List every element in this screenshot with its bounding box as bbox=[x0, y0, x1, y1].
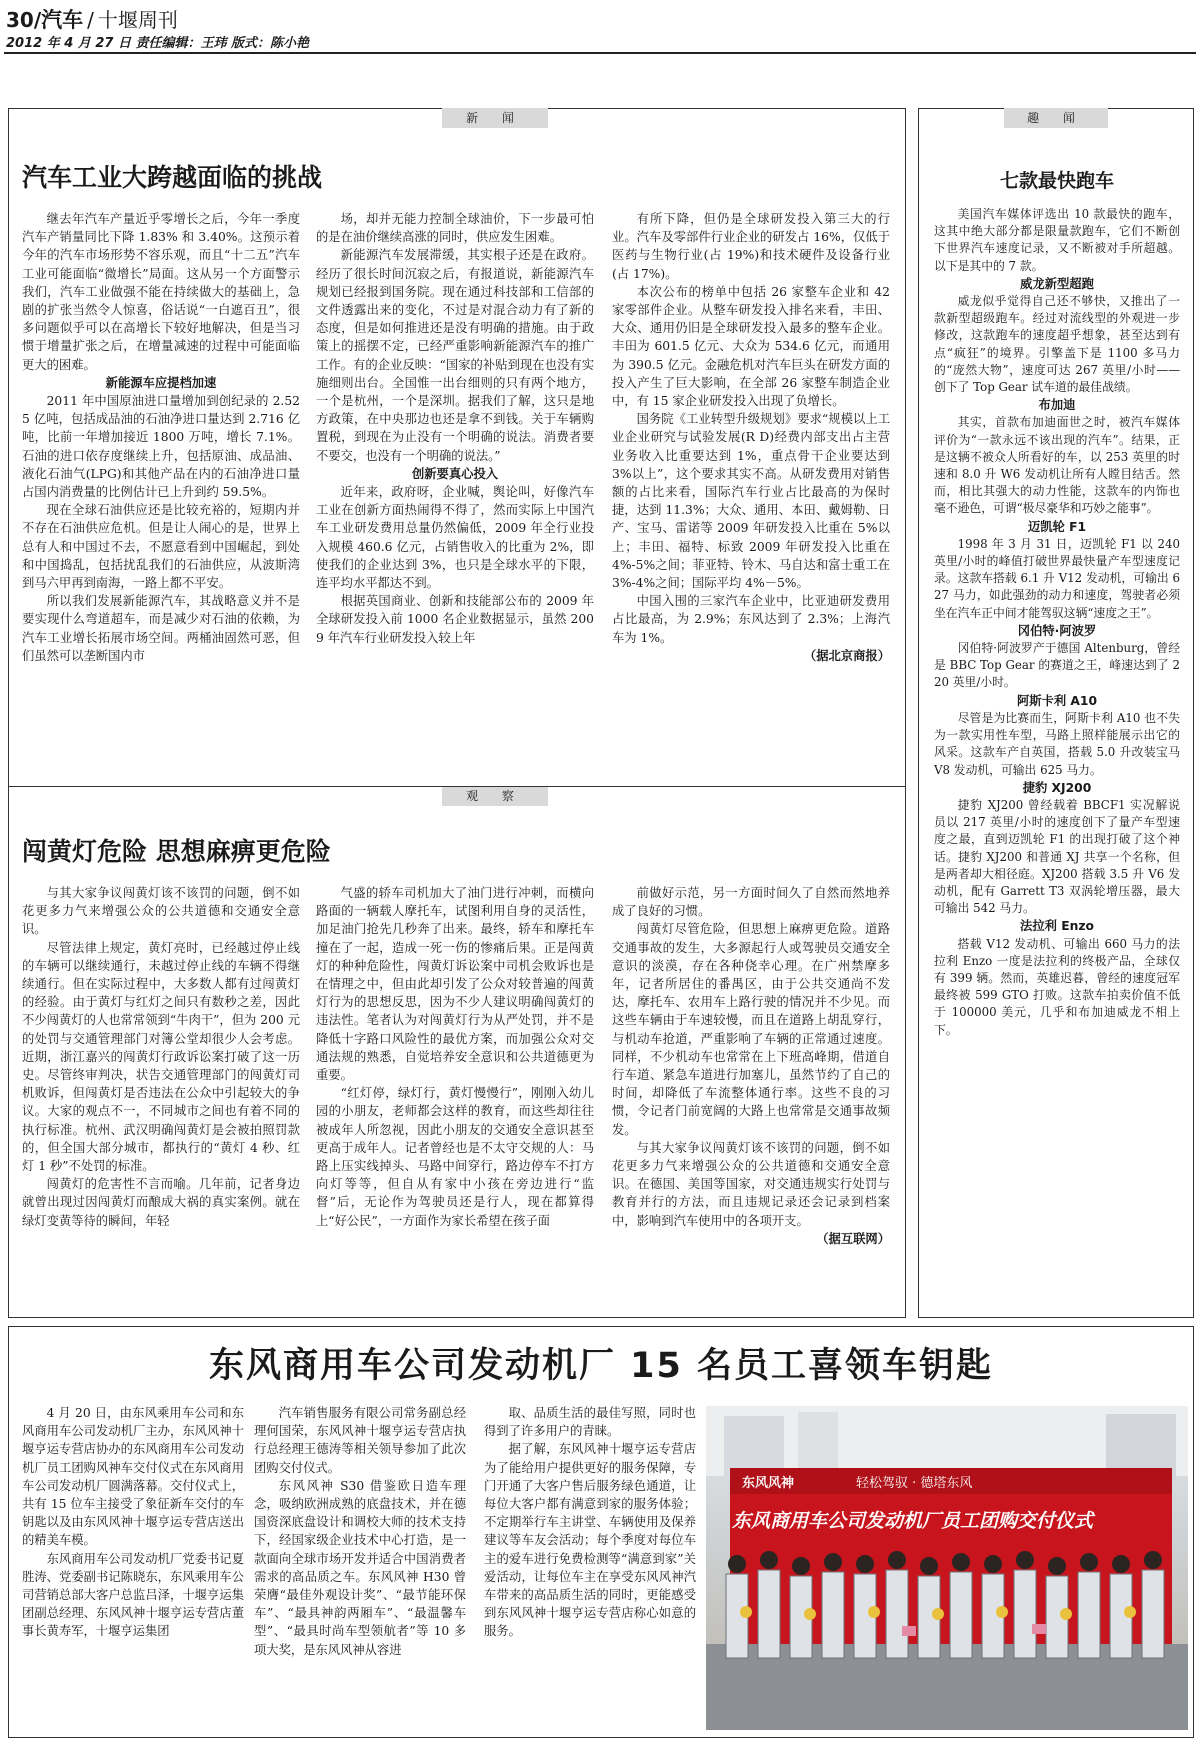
paragraph: 中国入围的三家汽车企业中，比亚迪研发费用占比最高，为 2.9%；东风达到了 2.3%；上海汽车为 1%。 bbox=[612, 594, 890, 645]
car-description: 冈伯特·阿波罗产于德国 Altenburg，曾经是 BBC Top Gear 的赛道之王，峰速达到了 220 英里/小时。 bbox=[934, 641, 1180, 690]
car-description: 其实，首款布加迪面世之时，被汽车媒体评价为“一款永远不该出现的汽车”。结果，正是这辆不被众人所看好的车，以 253 英里的时速和 8.0 升 W6 发动机让所有人瞠目结舌。然而，相比其强大的动力性能，这款车的内饰也毫不逊色，可谓“极尽豪华和巧妙之能事”。 bbox=[934, 415, 1180, 516]
car-name: 法拉利 Enzo bbox=[1020, 919, 1094, 934]
observation-tag: 观 察 bbox=[442, 786, 548, 806]
paragraph: 闯黄灯的危害性不言而喻。几年前，记者身边就曾出现过因闯黄灯而酿成大祸的真实案例。就在绿灯变黄等待的瞬间，年轻 bbox=[22, 1177, 300, 1228]
ad-column bbox=[22, 1404, 244, 1734]
paper-name: 十堰周刊 bbox=[97, 8, 178, 32]
paragraph: 与其大家争议闯黄灯该不该罚的问题，倒不如花更多力气来增强公众的公共道德和交通安全意识。 bbox=[22, 886, 300, 937]
page-header bbox=[6, 4, 178, 34]
car-name: 威龙新型超跑 bbox=[1020, 276, 1094, 291]
paragraph: 场，却并无能力控制全球油价，下一步最可怕的是在油价继续高涨的同时，供应发生困难。 bbox=[316, 212, 594, 245]
paragraph: 美国汽车媒体评选出 10 款最快的跑车，这其中绝大部分都是限量款跑车，它们不断创下世界汽车速度记录，又不断被对手所超越。以下是其中的 7 款。 bbox=[934, 207, 1180, 273]
subheading: 创新要真心投入 bbox=[411, 466, 499, 481]
paragraph: 尽管法律上规定，黄灯亮时，已经越过停止线的车辆可以继续通行，未越过停止线的车辆不得继续通行。但在实际过程中，大多数人都有过闯黄灯的经验。由于黄灯与红灯之间只有数秒之差，因此不少闯黄灯的人也常常领到“牛肉干”，但为 200 元的处罚与交通管理部门对簿公堂却很少人会考虑。近期，浙江嘉兴的闯黄灯行政诉讼案打破了这一历史。尽管终审判决，状告交通管理部门的闯黄灯司机败诉，但闯黄灯是否违法在公众中引起较大的争议。大家的观点不一，不同城市之间也有着不同的执行标准。杭州、武汉明确闯黄灯是会被拍照罚款的，但全国大部分城市，都执行的“黄灯 4 秒、红灯 1 秒”不处罚的标准。 bbox=[22, 940, 300, 1174]
section-name: 汽车 bbox=[41, 8, 84, 32]
photo-scene bbox=[706, 1406, 1188, 1730]
header-separator: / bbox=[87, 8, 94, 32]
section-divider bbox=[8, 786, 906, 787]
fun-tag: 趣 闻 bbox=[1004, 108, 1108, 128]
paragraph: 与其大家争议闯黄灯该不该罚的问题，倒不如花更多力气来增强公众的公共道德和交通安全意识。在德国、美国等国家，对交通违规实行处罚与教育并行的方法，而且违规记录还会记录到档案中，影响到汽车使用中的各项开支。 bbox=[612, 1140, 890, 1228]
car-name: 迈凯轮 F1 bbox=[1027, 519, 1087, 534]
paragraph: 根据英国商业、创新和技能部公布的 2009 年全球研发投入前 1000 名企业数据显示，虽然 2009 年汽车行业研发投入较上年 bbox=[316, 594, 594, 645]
car-name: 布加迪 bbox=[1038, 398, 1076, 413]
car-description: 1998 年 3 月 31 日，迈凯轮 F1 以 240 英里/小时的峰值打破世界最快量产车型速度记录。这款车搭载 6.1 升 V12 发动机，可输出 627 马力，如此强劲的动力和速度，驾驶者必须坐在汽车正中间才能驾驭这辆“速度之王”。 bbox=[934, 536, 1180, 620]
paragraph: “红灯停，绿灯行，黄灯慢慢行”，刚刚入幼儿园的小朋友，老师都会这样的教育，而这些却往往被成年人所忽视，因此小朋友的交通安全意识甚至更高于成年人。记者曾经也是不太守交规的人：马路上压实线掉头、马路中间穿行，路边停车不打方向灯等等，但自从有家中小孩在旁边进行“监督”后，无论作为驾驶员还是行人，现在都算得上“好公民”，一方面作为家长希望在孩子面 bbox=[316, 1086, 594, 1228]
car-description: 搭载 V12 发动机、可输出 660 马力的法拉利 Enzo 一度是法拉利的终极产品，全球仅有 399 辆。然而，英雄迟暮，曾经的速度冠军最终被 599 GTO 打败。这款车拍卖价值不低于 100000 美元，几乎和布加迪威龙不相上下。 bbox=[934, 936, 1180, 1037]
paragraph: 本次公布的榜单中包括 26 家整车企业和 42 家零部件企业。从整车研发投入排名来看，丰田、大众、通用仍旧是全球研发投入最多的整车企业。丰田为 601.5 亿元、大众为 534.6 亿元，而通用为 390.5 亿元。金融危机对汽车巨头在研发方面的投入产生了巨大影响，在全部 26 家整车制造企业中，有 15 家企业研发投入出现了负增长。 bbox=[612, 284, 890, 409]
paragraph: 近年来，政府呀，企业喊，舆论叫，好像汽车工业在创新方面热闹得不得了，然而实际上中国汽车工业研发费用总量仍然偏低，2009 年全行业投入规模 460.6 亿元，占销售收入的比重为 2%，即使我们的企业达到 3%，也只是全球水平的下限，连平均水平都达不到。 bbox=[316, 485, 594, 591]
paragraph: 闯黄灯尽管危险，但思想上麻痹更危险。道路交通事故的发生，大多源起行人或驾驶员交通安全意识的淡漠，存在各种侥幸心理。在广州禁摩多年，记者所居住的番禺区，由于公共交通尚不发达，摩托车、农用车上路行驶的情况并不少见。而这些车辆由于车速较慢，而且在道路上胡乱穿行，与机动车抢道，严重影响了车辆的正常通过速度。同样，不少机动车也常常在上下班高峰期，借道自行车道、紧急车道进行加塞儿，虽然节约了自己的时间，却降低了车流整体通行率。这些不良的习惯，令记者门前宽阔的大路上也常常是交通事故频发。 bbox=[612, 922, 890, 1137]
paragraph: 取、品质生活的最佳写照，同时也得到了许多用户的青睐。 bbox=[484, 1406, 696, 1439]
article-column bbox=[22, 210, 300, 752]
banner-headline: 东风商用车公司发动机厂员工团购交付仪式 bbox=[732, 1510, 1094, 1532]
car-name: 阿斯卡利 A10 bbox=[1016, 693, 1098, 708]
source-credit: （据互联网） bbox=[816, 1231, 890, 1246]
ad-column bbox=[254, 1404, 466, 1734]
paragraph: 据了解，东风风神十堰亨运专营店为了能给用户提供更好的服务保障，专门开通了大客户售后服务绿色通道，让每位大客户都有满意到家的服务体验；不定期举行车主讲堂、车辆使用及保养建议等车友会活动；每个季度对每位车主的爱车进行免费检测等“满意到家”关爱活动，让每位车主在享受东风风神汽车带来的高品质生活的同时，更能感受到东风风神十堰亨运专营店称心如意的服务。 bbox=[484, 1442, 696, 1639]
paragraph: 继去年汽车产量近乎零增长之后，今年一季度汽车产销量同比下降 1.83% 和 3.40%。这预示着今年的汽车市场形势不容乐观，而且“十二五”汽车工业可能面临“微增长”局面。这从另一个方面警示我们，汽车工业做强不能在持续做大的基础上，急剧的扩张当然令人惊喜，俗话说“一白遮百丑”，很多问题似乎可以在高增长下较好地解决，但是当习惯于增量扩张之后，在增量减速的过程中可能面临更大的困难。 bbox=[22, 212, 300, 372]
page-number: 30/ bbox=[6, 8, 42, 32]
article-title: 闯黄灯危险 思想麻痹更危险 bbox=[22, 837, 331, 866]
ceremony-photo bbox=[706, 1406, 1188, 1730]
news-tag: 新 闻 bbox=[442, 108, 548, 128]
dateline: 2012 年 4 月 27 日 责任编辑：王玮 版式：陈小艳 bbox=[6, 36, 309, 51]
paragraph: 现在全球石油供应还是比较充裕的，短期内并不存在石油供应危机。但是让人闹心的是，世界上总有人和中国过不去，不愿意看到中国崛起，到处和中国捣乱，包括扰乱我们的石油供应，从波斯湾到马六甲再到南海，一路上都不平安。 bbox=[22, 503, 300, 591]
paragraph: 2011 年中国原油进口量增加到创纪录的 2.525 亿吨，包括成品油的石油净进口量达到 2.716 亿吨，比前一年增加接近 1800 万吨，增长 7.1%。石油的进口依存度继续上升，包括原油、成品油、液化石油气(LPG)和其他产品在内的石油净进口量占国内消费量的比例估计已上升到约 59.5%。 bbox=[22, 394, 300, 500]
article-column bbox=[612, 884, 890, 1294]
banner-logo: 东风风神 bbox=[742, 1476, 795, 1491]
paragraph: 东风商用车公司发动机厂党委书记夏胜涛、党委副书记陈晓东，东风乘用车公司营销总部大客户总监吕泽，十堰亨运集团副总经理、东风风神十堰亨运专营店董事长黄寿军，十堰亨运集团 bbox=[22, 1551, 244, 1639]
article-column bbox=[612, 210, 890, 752]
article-column bbox=[22, 884, 300, 1294]
paragraph: 汽车销售服务有限公司常务副总经理何国荣，东风风神十堰亨运专营店执行总经理王德涛等相关领导参加了此次团购交付仪式。 bbox=[254, 1406, 466, 1475]
paragraph: 国务院《工业转型升级规划》要求“规模以上工业企业研究与试验发展(R D)经费内部支出占主营业务收入比重要达到 1%，重点骨干企业要达到 3%以上”，这个要求其实不高。从研发费用对销售额的占比来看，国际汽车行业占比最高的为保时捷，达到 11.3%；大众、通用、本田、戴姆勒、日产、宝马、雷诺等 2009 年研发投入比重在 5%以上；丰田、福特、标致 2009 年研发投入比重在 4%-5%之间；菲亚特、铃木、马自达和富士重工在 3%-4%之间；国际平均 4%－5%。 bbox=[612, 412, 890, 591]
article-title: 汽车工业大跨越面临的挑战 bbox=[22, 163, 323, 192]
article-column bbox=[316, 884, 594, 1294]
ad-column bbox=[484, 1404, 696, 1734]
ad-title: 东风商用车公司发动机厂 15 名员工喜领车钥匙 bbox=[208, 1346, 994, 1386]
paragraph: 有所下降，但仍是全球研发投入第三大的行业。汽车及零部件行业企业的研发占 16%，仅低于医药与生物行业(占 19%)和技术硬件及设备行业(占 17%)。 bbox=[612, 212, 890, 281]
source-credit: （据北京商报） bbox=[803, 648, 890, 663]
car-name: 冈伯特·阿波罗 bbox=[1017, 623, 1097, 638]
sidebar-title: 七款最快跑车 bbox=[999, 170, 1114, 192]
header-rule bbox=[4, 52, 1196, 54]
banner-slogan: 轻松驾驭 · 德塔东风 bbox=[856, 1476, 973, 1491]
car-description: 威龙似乎觉得自己还不够快，又推出了一款新型超级跑车。经过对流线型的外观进一步修改，这款跑车的速度超乎想象，甚至达到有点“疯狂”的境界。引擎盖下是 1100 多马力的“庞然大物”，速度可达 267 英里/小时——创下了 Top Gear 试车道的最佳战绩。 bbox=[934, 294, 1180, 395]
car-description: 尽管是为比赛而生，阿斯卡利 A10 也不失为一款实用性车型，马路上照样能展示出它的风采。这款车产自英国，搭载 5.0 升改装宝马 V8 发动机，可输出 625 马力。 bbox=[934, 710, 1180, 777]
car-description: 捷豹 XJ200 曾经载着 BBCF1 实况解说员以 217 英里/小时的速度创下了量产车型速度之最，直到迈凯轮 F1 的出现打破了这个神话。捷豹 XJ200 和普通 XJ 共享一个名称，但是两者却大相径庭。XJ200 搭载 3.5 升 V6 发动机，配有 Garrett T3 双涡轮增压器，最大可输出 542 马力。 bbox=[934, 797, 1180, 916]
paragraph: 东风风神 S30 借鉴欧日造车理念，吸纳欧洲成熟的底盘技术，并在德国资深底盘设计和调校大师的技术支持下，经国家级企业技术中心打造，是一款面向全球市场开发并适合中国消费者需求的高品质之车。东风风神 H30 曾荣膺“最佳外观设计奖”、“最节能环保车”、“最具神韵两厢车”、“最温馨车型”、“最具时尚车型领航者”等 10 多项大奖，是东风风神从容进 bbox=[254, 1478, 466, 1657]
paragraph: 前做好示范，另一方面时间久了自然而然地养成了良好的习惯。 bbox=[612, 886, 890, 919]
paragraph: 4 月 20 日，由东风乘用车公司和东风商用车公司发动机厂主办，东风风神十堰亨运专营店协办的东风商用车公司发动机厂员工团购风神车交付仪式在东风商用车公司发动机厂圆满落幕。交付仪式上，共有 15 位车主接受了象征新车交付的车钥匙以及由东风风神十堰亨运专营店送出的精美车模。 bbox=[22, 1406, 244, 1548]
sidebar-column bbox=[934, 206, 1180, 1306]
car-name: 捷豹 XJ200 bbox=[1022, 780, 1092, 795]
paragraph: 新能源汽车发展滞缓，其实根子还是在政府。经历了很长时间沉寂之后，有报道说，新能源汽车规划已经报到国务院。现在通过科技部和工信部的文件透露出来的变化，不过是对混合动力有了新的态度，但是如何推进还是没有明确的措施。由于政策上的摇摆不定，已经严重影响新能源汽车的推广工作。有的企业反映：“国家的补贴到现在也没有实施细则出台。全国惟一出台细则的只有两个地方，一个是杭州，一个是深圳。据我们了解，这只是地方政策，在中央那边也还是拿不到钱。关于车辆购置税，到现在为止没有一个明确的说法。消费者要不要交，也没有一个明确的说法。” bbox=[316, 248, 594, 463]
paragraph: 所以我们发展新能源汽车，其战略意义并不是要实现什么弯道超车，而是减少对石油的依赖，为汽车工业增长拓展市场空间。两桶油固然可恶，但们虽然可以垄断国内市 bbox=[22, 594, 300, 663]
subheading: 新能源车应提档加速 bbox=[105, 375, 217, 390]
paragraph: 气盛的轿车司机加大了油门进行冲刺，而横向路面的一辆载人摩托车，试图利用自身的灵活性，加足油门抢先几秒奔了出来。最终，轿车和摩托车撞在了一起，造成一死一伤的惨痛后果。正是闯黄灯的种种危险性，闯黄灯诉讼案中司机会败诉也是在情理之中，但由此却引发了公众对较普遍的闯黄灯行为的思想反思，因为不少人建议明确闯黄灯的违法性。笔者认为对闯黄灯行为从严处罚，并不是降低十字路口风险性的最优方案，而加强公众对交通法规的熟悉，自觉培养安全意识和公共道德更为重要。 bbox=[316, 886, 594, 1083]
article-column bbox=[316, 210, 594, 752]
